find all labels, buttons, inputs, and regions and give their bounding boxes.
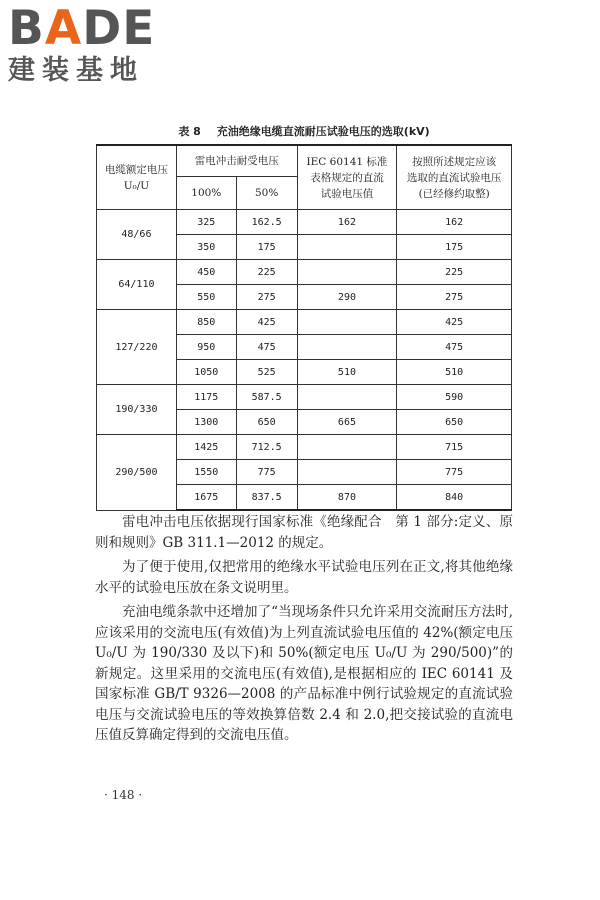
impulse-50-cell: 225	[236, 260, 297, 285]
impulse-50-cell: 275	[236, 285, 297, 310]
impulse-50-cell: 775	[236, 460, 297, 485]
rated-voltage-cell: 190/330	[97, 385, 177, 435]
selected-value-cell: 175	[397, 235, 512, 260]
logo-wordmark: BADE	[8, 1, 156, 56]
iec-value-cell	[297, 310, 397, 335]
impulse-50-cell: 175	[236, 235, 297, 260]
table-row	[97, 310, 512, 335]
table-row	[97, 260, 512, 285]
selected-value-cell: 275	[397, 285, 512, 310]
impulse-50-cell: 650	[236, 410, 297, 435]
header-rated-voltage: 电缆额定电压 U₀/U	[97, 145, 177, 210]
impulse-100-cell: 1050	[176, 360, 236, 385]
rated-voltage-cell: 290/500	[97, 435, 177, 511]
selected-value-cell: 715	[397, 435, 512, 460]
iec-value-cell	[297, 435, 397, 460]
rated-voltage-cell: 64/110	[97, 260, 177, 310]
table-body	[97, 210, 512, 511]
iec-value-cell: 665	[297, 410, 397, 435]
impulse-100-cell: 1675	[176, 485, 236, 511]
impulse-50-cell: 425	[236, 310, 297, 335]
iec-value-cell: 870	[297, 485, 397, 511]
selected-value-cell: 590	[397, 385, 512, 410]
iec-value-cell	[297, 335, 397, 360]
selected-value-cell: 225	[397, 260, 512, 285]
iec-value-cell: 510	[297, 360, 397, 385]
selected-value-cell: 840	[397, 485, 512, 511]
impulse-100-cell: 325	[176, 210, 236, 235]
impulse-100-cell: 450	[176, 260, 236, 285]
header-selected-value: 按照所述规定应该 选取的直流试验电压 (已经修约取整)	[397, 145, 512, 210]
iec-value-cell	[297, 260, 397, 285]
selected-value-cell: 475	[397, 335, 512, 360]
header-lightning-impulse: 雷电冲击耐受电压	[176, 145, 297, 177]
iec-value-cell: 290	[297, 285, 397, 310]
selected-value-cell: 162	[397, 210, 512, 235]
impulse-50-cell: 525	[236, 360, 297, 385]
impulse-50-cell: 475	[236, 335, 297, 360]
paragraph: 雷电冲击电压依据现行国家标准《绝缘配合 第 1 部分:定义、原则和规则》GB 311.1—2012 的规定。	[95, 514, 513, 551]
iec-value-cell: 162	[297, 210, 397, 235]
table-title: 充油绝缘电缆直流耐压试验电压的选取(kV)	[216, 125, 430, 138]
impulse-100-cell: 850	[176, 310, 236, 335]
brand-logo	[8, 1, 178, 86]
impulse-100-cell: 550	[176, 285, 236, 310]
table-row	[97, 435, 512, 460]
impulse-100-cell: 1175	[176, 385, 236, 410]
rated-voltage-cell: 127/220	[97, 310, 177, 385]
paragraph: 充油电缆条款中还增加了“当现场条件只允许采用交流耐压方法时,应该采用的交流电压(有效值)为上列直流试验电压值的 42%(额定电压 U₀/U 为 190/330 及以下)和 50%(额定电压 U₀/U 为 290/500)”的新规定。这里采用的交流电压(有效值),是根据相应的 IEC 60141 及国家标准 GB/T 9326—2008 的产品标准中例行试验规定的直流试验电压与交流试验电压的等效换算倍数 2.4 和 2.0,把交接试验的直流电压值反算确定得到的交流电压值。	[95, 604, 513, 743]
header-100-percent: 100%	[176, 177, 236, 210]
iec-value-cell	[297, 385, 397, 410]
selected-value-cell: 425	[397, 310, 512, 335]
impulse-100-cell: 350	[176, 235, 236, 260]
body-text	[95, 512, 513, 750]
table-number: 表 8	[178, 125, 201, 138]
impulse-50-cell: 712.5	[236, 435, 297, 460]
selected-value-cell: 650	[397, 410, 512, 435]
impulse-50-cell: 837.5	[236, 485, 297, 511]
impulse-100-cell: 1425	[176, 435, 236, 460]
impulse-50-cell: 162.5	[236, 210, 297, 235]
header-50-percent: 50%	[236, 177, 297, 210]
impulse-100-cell: 1550	[176, 460, 236, 485]
iec-value-cell	[297, 235, 397, 260]
page-number: · 148 ·	[104, 788, 143, 802]
header-iec-value: IEC 60141 标准 表格规定的直流 试验电压值	[297, 145, 397, 210]
rated-voltage-cell: 48/66	[97, 210, 177, 260]
iec-value-cell	[297, 460, 397, 485]
impulse-50-cell: 587.5	[236, 385, 297, 410]
selected-value-cell: 510	[397, 360, 512, 385]
impulse-100-cell: 950	[176, 335, 236, 360]
paragraph: 为了便于使用,仅把常用的绝缘水平试验电压列在正文,将其他绝缘水平的试验电压放在条文说明里。	[95, 559, 513, 596]
impulse-100-cell: 1300	[176, 410, 236, 435]
selected-value-cell: 775	[397, 460, 512, 485]
logo-subtitle: 建装基地	[8, 55, 144, 86]
table-row	[97, 210, 512, 235]
voltage-table	[96, 144, 512, 511]
table-caption	[96, 123, 512, 139]
table-row	[97, 385, 512, 410]
